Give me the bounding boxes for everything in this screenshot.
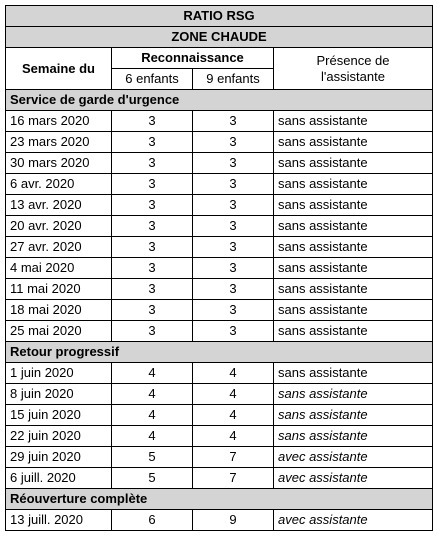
six-children-cell: 3 (112, 321, 193, 342)
table-row (6, 195, 433, 216)
assistant-cell: sans assistante (274, 279, 433, 300)
six-children-cell: 6 (112, 510, 193, 531)
nine-children-cell: 3 (193, 279, 274, 300)
table-row (6, 405, 433, 426)
assistant-cell: sans assistante (274, 174, 433, 195)
table-subtitle: ZONE CHAUDE (6, 27, 433, 48)
week-cell: 6 juill. 2020 (6, 468, 112, 489)
table-row (6, 174, 433, 195)
assistant-cell: sans assistante (274, 153, 433, 174)
nine-children-cell: 3 (193, 237, 274, 258)
week-cell: 8 juin 2020 (6, 384, 112, 405)
six-children-cell: 3 (112, 279, 193, 300)
assistant-header-line1: Présence de (316, 52, 390, 68)
nine-children-cell: 3 (193, 300, 274, 321)
assistant-cell: sans assistante (274, 132, 433, 153)
table-row (6, 384, 433, 405)
assistant-cell: sans assistante (274, 258, 433, 279)
week-cell: 22 juin 2020 (6, 426, 112, 447)
table-row (6, 237, 433, 258)
six-children-cell: 3 (112, 153, 193, 174)
table-row (6, 447, 433, 468)
week-cell: 16 mars 2020 (6, 111, 112, 132)
table-row (6, 132, 433, 153)
six-children-cell: 3 (112, 258, 193, 279)
assistant-cell: sans assistante (274, 384, 433, 405)
week-cell: 25 mai 2020 (6, 321, 112, 342)
assistant-cell: avec assistante (274, 468, 433, 489)
week-cell: 15 juin 2020 (6, 405, 112, 426)
assistant-cell: sans assistante (274, 111, 433, 132)
week-cell: 13 juill. 2020 (6, 510, 112, 531)
nine-children-cell: 4 (193, 426, 274, 447)
week-cell: 20 avr. 2020 (6, 216, 112, 237)
nine-children-cell: 4 (193, 384, 274, 405)
week-cell: 13 avr. 2020 (6, 195, 112, 216)
assistant-cell: sans assistante (274, 300, 433, 321)
nine-children-cell: 3 (193, 258, 274, 279)
subtitle-row (6, 27, 433, 48)
table-row (6, 426, 433, 447)
nine-children-cell: 4 (193, 363, 274, 384)
six-children-cell: 3 (112, 174, 193, 195)
week-cell: 1 juin 2020 (6, 363, 112, 384)
six-children-cell: 5 (112, 468, 193, 489)
six-children-cell: 3 (112, 195, 193, 216)
table-row (6, 111, 433, 132)
nine-children-cell: 4 (193, 405, 274, 426)
assistant-header-line2: l'assistante (321, 68, 385, 84)
nine-children-cell: 3 (193, 132, 274, 153)
nine-children-cell: 7 (193, 468, 274, 489)
week-header: Semaine du (6, 48, 112, 90)
assistant-cell: sans assistante (274, 363, 433, 384)
six-children-cell: 4 (112, 384, 193, 405)
section-title: Retour progressif (6, 342, 433, 363)
header-row-1 (6, 48, 433, 69)
week-cell: 4 mai 2020 (6, 258, 112, 279)
assistant-cell: sans assistante (274, 237, 433, 258)
section-title: Réouverture complète (6, 489, 433, 510)
assistant-cell: avec assistante (274, 510, 433, 531)
table-body (6, 90, 433, 531)
table-row (6, 216, 433, 237)
nine-children-cell: 3 (193, 174, 274, 195)
section-title: Service de garde d'urgence (6, 90, 433, 111)
six-children-cell: 5 (112, 447, 193, 468)
week-cell: 23 mars 2020 (6, 132, 112, 153)
table-row (6, 510, 433, 531)
assistant-cell: sans assistante (274, 426, 433, 447)
six-children-header: 6 enfants (112, 69, 193, 90)
six-children-cell: 3 (112, 216, 193, 237)
nine-children-cell: 3 (193, 111, 274, 132)
section-row (6, 90, 433, 111)
week-cell: 18 mai 2020 (6, 300, 112, 321)
table-row (6, 363, 433, 384)
assistant-cell: sans assistante (274, 195, 433, 216)
six-children-cell: 4 (112, 426, 193, 447)
table-row (6, 300, 433, 321)
week-cell: 30 mars 2020 (6, 153, 112, 174)
section-row (6, 342, 433, 363)
six-children-cell: 4 (112, 363, 193, 384)
section-row (6, 489, 433, 510)
six-children-cell: 3 (112, 111, 193, 132)
table-row (6, 279, 433, 300)
nine-children-cell: 3 (193, 216, 274, 237)
nine-children-cell: 3 (193, 321, 274, 342)
nine-children-cell: 3 (193, 195, 274, 216)
title-row (6, 6, 433, 27)
six-children-cell: 3 (112, 237, 193, 258)
recognition-header: Reconnaissance (112, 48, 274, 69)
assistant-cell: sans assistante (274, 216, 433, 237)
table-row (6, 258, 433, 279)
six-children-cell: 3 (112, 132, 193, 153)
assistant-cell: avec assistante (274, 447, 433, 468)
six-children-cell: 4 (112, 405, 193, 426)
nine-children-cell: 7 (193, 447, 274, 468)
six-children-cell: 3 (112, 300, 193, 321)
nine-children-cell: 9 (193, 510, 274, 531)
ratio-table (5, 5, 433, 531)
week-cell: 11 mai 2020 (6, 279, 112, 300)
nine-children-header: 9 enfants (193, 69, 274, 90)
assistant-cell: sans assistante (274, 321, 433, 342)
week-cell: 6 avr. 2020 (6, 174, 112, 195)
table-row (6, 321, 433, 342)
table-row (6, 468, 433, 489)
table-title: RATIO RSG (6, 6, 433, 27)
week-cell: 29 juin 2020 (6, 447, 112, 468)
assistant-header (274, 48, 433, 90)
week-cell: 27 avr. 2020 (6, 237, 112, 258)
table-row (6, 153, 433, 174)
assistant-cell: sans assistante (274, 405, 433, 426)
nine-children-cell: 3 (193, 153, 274, 174)
